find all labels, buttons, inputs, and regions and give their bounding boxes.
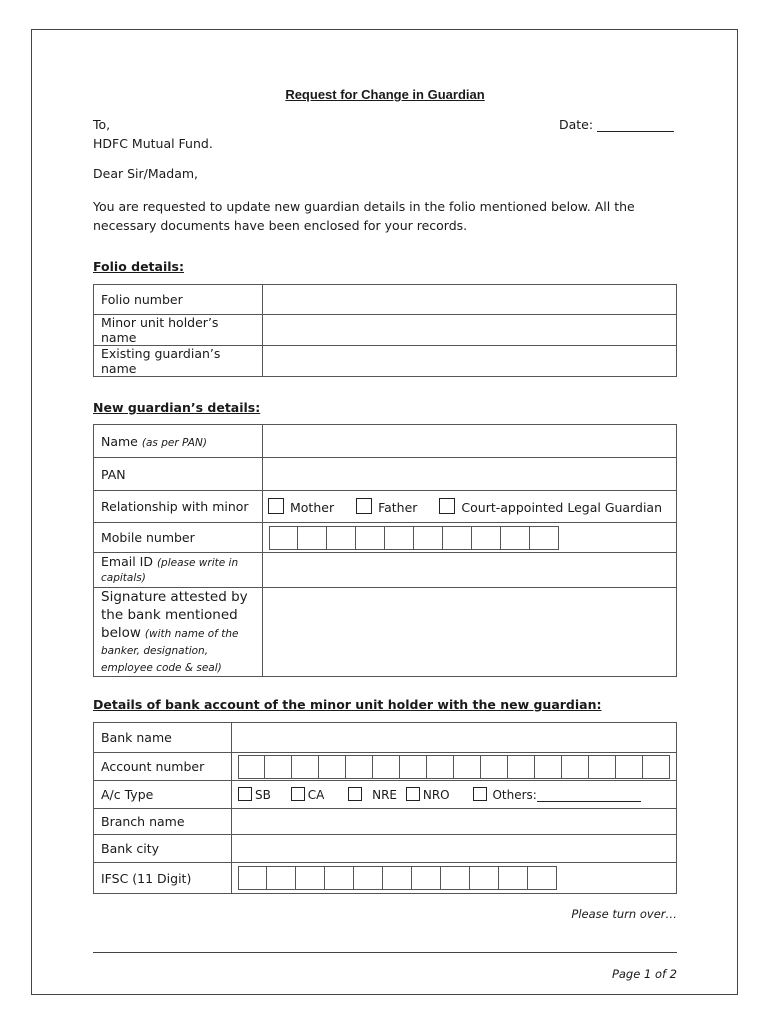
sb-label: SB: [255, 788, 271, 802]
table-row: [94, 315, 677, 346]
nre-checkbox[interactable]: [348, 787, 362, 801]
email-label: Email ID: [101, 554, 153, 569]
addressee: HDFC Mutual Fund.: [93, 136, 213, 151]
ifsc-char-box[interactable]: [267, 866, 296, 890]
table-row: [94, 458, 677, 491]
account-digit-box[interactable]: [643, 755, 670, 779]
mother-label: Mother: [290, 500, 335, 515]
bank-name-input[interactable]: [232, 723, 677, 753]
ifsc-char-box[interactable]: [441, 866, 470, 890]
to-label: To,: [93, 117, 111, 132]
mobile-digit-box[interactable]: [530, 526, 559, 550]
ac-type-option-ca[interactable]: [291, 787, 325, 802]
page-number: Page 1 of 2: [611, 967, 677, 981]
legal-guardian-checkbox[interactable]: [439, 498, 455, 514]
email-input[interactable]: [263, 553, 677, 588]
others-checkbox[interactable]: [473, 787, 487, 801]
document-title: Request for Change in Guardian: [285, 87, 485, 102]
mobile-digit-box[interactable]: [472, 526, 501, 550]
guardian-heading: New guardian’s details:: [93, 400, 261, 415]
folio-number-label: Folio number: [94, 285, 263, 315]
name-hint: (as per PAN): [141, 436, 207, 449]
ifsc-boxes[interactable]: [238, 866, 670, 890]
account-digit-box[interactable]: [346, 755, 373, 779]
sb-checkbox[interactable]: [238, 787, 252, 801]
mobile-digit-box[interactable]: [327, 526, 356, 550]
ac-type-label: A/c Type: [94, 781, 232, 809]
minor-holder-name-input[interactable]: [263, 315, 677, 346]
mobile-digit-box[interactable]: [298, 526, 327, 550]
bank-city-input[interactable]: [232, 835, 677, 863]
signature-input[interactable]: [263, 588, 677, 677]
minor-holder-name-label: Minor unit holder’s name: [94, 315, 263, 346]
mobile-label: Mobile number: [94, 523, 263, 553]
existing-guardian-input[interactable]: [263, 346, 677, 377]
mobile-digit-box[interactable]: [501, 526, 530, 550]
table-row: [94, 781, 677, 809]
mobile-digit-box[interactable]: [414, 526, 443, 550]
name-label: Name: [101, 433, 138, 449]
date-input-line[interactable]: [597, 119, 674, 132]
mother-checkbox[interactable]: [268, 498, 284, 514]
relationship-label: Relationship with minor: [94, 491, 263, 523]
pan-input[interactable]: [263, 458, 677, 491]
ac-type-option-sb[interactable]: [238, 787, 271, 802]
relationship-option-legal-guardian[interactable]: [439, 498, 662, 515]
ifsc-char-box[interactable]: [412, 866, 441, 890]
ifsc-char-box[interactable]: [470, 866, 499, 890]
account-digit-box[interactable]: [238, 755, 265, 779]
branch-name-label: Branch name: [94, 809, 232, 835]
ifsc-char-box[interactable]: [383, 866, 412, 890]
branch-name-input[interactable]: [232, 809, 677, 835]
turn-over-note: Please turn over…: [571, 907, 677, 921]
signature-hint: (with name of the banker, designation, employee code & seal): [101, 628, 239, 674]
account-digit-box[interactable]: [562, 755, 589, 779]
father-checkbox[interactable]: [356, 498, 372, 514]
account-number-boxes[interactable]: [238, 755, 670, 779]
account-digit-box[interactable]: [508, 755, 535, 779]
account-digit-box[interactable]: [589, 755, 616, 779]
table-row: [94, 753, 677, 781]
mobile-digit-box[interactable]: [443, 526, 472, 550]
ca-label: CA: [307, 788, 325, 802]
ifsc-char-box[interactable]: [238, 866, 267, 890]
pan-label: PAN: [94, 458, 263, 491]
bank-city-label: Bank city: [94, 835, 232, 863]
footer-divider: [93, 952, 677, 953]
table-row: [94, 346, 677, 377]
ifsc-char-box[interactable]: [354, 866, 383, 890]
ifsc-cell: [232, 863, 677, 894]
table-row: [94, 835, 677, 863]
salutation: Dear Sir/Madam,: [93, 166, 199, 181]
others-label: Others:: [492, 788, 537, 802]
name-input[interactable]: [263, 425, 677, 458]
legal-guardian-label: Court-appointed Legal Guardian: [461, 500, 662, 515]
table-row: [94, 553, 677, 588]
mobile-digit-box[interactable]: [269, 526, 298, 550]
account-digit-box[interactable]: [427, 755, 454, 779]
father-label: Father: [378, 500, 418, 515]
mobile-number-boxes[interactable]: [269, 526, 670, 550]
existing-guardian-label: Existing guardian’s name: [94, 346, 263, 377]
bank-heading: Details of bank account of the minor unit holder with the new guardian:: [93, 697, 602, 712]
table-row: [94, 425, 677, 458]
ifsc-char-box[interactable]: [528, 866, 557, 890]
folio-table: [93, 284, 677, 377]
date-field[interactable]: [559, 117, 674, 132]
account-digit-box[interactable]: [400, 755, 427, 779]
table-row: [94, 863, 677, 894]
ac-type-option-others[interactable]: [473, 787, 640, 802]
ac-type-option-nro[interactable]: [406, 787, 450, 802]
ca-checkbox[interactable]: [291, 787, 305, 801]
account-digit-box[interactable]: [481, 755, 508, 779]
bank-name-label: Bank name: [94, 723, 232, 753]
nro-label: NRO: [422, 788, 450, 802]
name-label-cell: [94, 425, 263, 458]
others-input-line[interactable]: [537, 790, 641, 802]
table-row: [94, 491, 677, 523]
table-row: [94, 523, 677, 553]
signature-label: Signature attested by the bank mentioned below: [101, 589, 248, 641]
account-digit-box[interactable]: [292, 755, 319, 779]
mobile-cell: [263, 523, 677, 553]
relationship-options: [263, 491, 677, 523]
email-label-cell: [94, 553, 263, 588]
account-digit-box[interactable]: [616, 755, 643, 779]
mobile-digit-box[interactable]: [385, 526, 414, 550]
nre-label: NRE: [372, 788, 398, 802]
account-digit-box[interactable]: [454, 755, 481, 779]
account-number-label: Account number: [94, 753, 232, 781]
bank-table: [93, 722, 677, 894]
ifsc-label: IFSC (11 Digit): [94, 863, 232, 894]
ifsc-char-box[interactable]: [499, 866, 528, 890]
mobile-digit-box[interactable]: [356, 526, 385, 550]
ac-type-option-nre[interactable]: [348, 787, 397, 802]
table-row: [94, 809, 677, 835]
table-row: [94, 723, 677, 753]
folio-number-input[interactable]: [263, 285, 677, 315]
relationship-option-mother[interactable]: [268, 498, 334, 515]
table-row: [94, 588, 677, 677]
account-digit-box[interactable]: [319, 755, 346, 779]
folio-heading: Folio details:: [93, 259, 184, 274]
signature-label-cell: [94, 588, 263, 677]
body-paragraph: You are requested to update new guardian details in the folio mentioned below. All the necessary documents have been enclosed for your records.: [93, 199, 635, 233]
ifsc-char-box[interactable]: [296, 866, 325, 890]
ifsc-char-box[interactable]: [325, 866, 354, 890]
email-hint: (please write in capitals): [101, 557, 239, 584]
date-label: Date:: [559, 117, 594, 132]
relationship-option-father[interactable]: [356, 498, 417, 515]
guardian-table: [93, 424, 677, 677]
table-row: [94, 285, 677, 315]
account-digit-box[interactable]: [373, 755, 400, 779]
account-number-cell: [232, 753, 677, 781]
nro-checkbox[interactable]: [406, 787, 420, 801]
ac-type-options: [232, 781, 677, 809]
account-digit-box[interactable]: [265, 755, 292, 779]
account-digit-box[interactable]: [535, 755, 562, 779]
